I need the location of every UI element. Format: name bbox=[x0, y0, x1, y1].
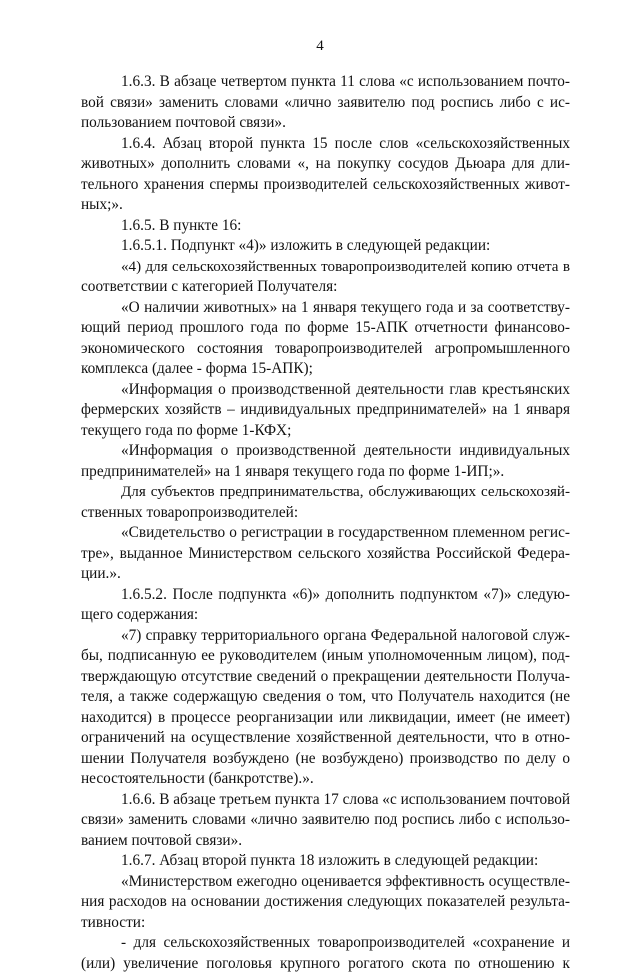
text-line: (или) увеличение поголовья крупного рогатого скота по отношению к bbox=[81, 954, 570, 974]
text-line: тре», выданное Министерством сельского хозяйства Российской Федера- bbox=[81, 544, 570, 565]
text-line: «Свидетельство о регистрации в государственном племенном регис- bbox=[81, 523, 570, 544]
text-line: щего содержания: bbox=[81, 605, 570, 626]
text-line: тивности: bbox=[81, 913, 570, 934]
text-line: 1.6.4. Абзац второй пункта 15 после слов «сельскохозяйственных bbox=[81, 134, 570, 155]
page-number: 4 bbox=[0, 38, 640, 55]
text-line: - для сельскохозяйственных товаропроизводителей «сохранение и bbox=[81, 933, 570, 954]
text-line: животных» дополнить словами «, на покупку сосудов Дьюара для дли- bbox=[81, 154, 570, 175]
text-line: ограничений на осуществление хозяйственной деятельности, что в отно- bbox=[81, 728, 570, 749]
text-line: «Информация о производственной деятельности глав крестьянских bbox=[81, 380, 570, 401]
text-line: ственных товаропроизводителей: bbox=[81, 503, 570, 524]
text-line: соответствии с категорией Получателя: bbox=[81, 277, 570, 298]
text-line: пользованием почтовой связи». bbox=[81, 113, 570, 134]
text-line: ванием почтовой связи». bbox=[81, 831, 570, 852]
text-line: ющий период прошлого года по форме 15-АПК отчетности финансово- bbox=[81, 318, 570, 339]
text-line: тверждающую отсутствие сведений о прекращении деятельности Получа- bbox=[81, 667, 570, 688]
text-line: ных;». bbox=[81, 195, 570, 216]
text-line: 1.6.7. Абзац второй пункта 18 изложить в следующей редакции: bbox=[81, 851, 570, 872]
text-line: 1.6.5.1. Подпункт «4)» изложить в следующей редакции: bbox=[81, 236, 570, 257]
text-line: 1.6.5. В пункте 16: bbox=[81, 216, 570, 237]
text-line: 1.6.3. В абзаце четвертом пункта 11 слова «с использованием почто- bbox=[81, 72, 570, 93]
text-line: «Информация о производственной деятельности индивидуальных bbox=[81, 441, 570, 462]
text-line: несостоятельности (банкротстве).». bbox=[81, 769, 570, 790]
document-body bbox=[81, 72, 570, 974]
text-line: шении Получателя возбуждено (не возбуждено) производство по делу о bbox=[81, 749, 570, 770]
text-line: тельного хранения спермы производителей сельскохозяйственных живот- bbox=[81, 175, 570, 196]
text-line: «4) для сельскохозяйственных товаропроизводителей копию отчета в bbox=[81, 257, 570, 278]
text-line: теля, а также содержащую сведения о том, что Получатель находится (не bbox=[81, 687, 570, 708]
text-line: «7) справку территориального органа Федеральной налоговой служ- bbox=[81, 626, 570, 647]
text-line: предпринимателей» на 1 января текущего года по форме 1-ИП;». bbox=[81, 462, 570, 483]
text-line: фермерских хозяйств – индивидуальных предпринимателей» на 1 января bbox=[81, 400, 570, 421]
text-line: 1.6.6. В абзаце третьем пункта 17 слова «с использованием почтовой bbox=[81, 790, 570, 811]
text-line: 1.6.5.2. После подпункта «6)» дополнить подпунктом «7)» следую- bbox=[81, 585, 570, 606]
text-line: комплекса (далее - форма 15-АПК); bbox=[81, 359, 570, 380]
text-line: бы, подписанную ее руководителем (иным уполномоченным лицом), под- bbox=[81, 646, 570, 667]
text-line: вой связи» заменить словами «лично заявителю под роспись либо с ис- bbox=[81, 93, 570, 114]
text-line: ции.». bbox=[81, 564, 570, 585]
text-line: «О наличии животных» на 1 января текущего года и за соответству- bbox=[81, 298, 570, 319]
text-line: Для субъектов предпринимательства, обслуживающих сельскохозяй- bbox=[81, 482, 570, 503]
text-line: ния расходов на основании достижения следующих показателей результа- bbox=[81, 892, 570, 913]
text-line: «Министерством ежегодно оценивается эффективность осуществле- bbox=[81, 872, 570, 893]
text-line: экономического состояния товаропроизводителей агропромышленного bbox=[81, 339, 570, 360]
text-line: связи» заменить словами «лично заявителю под роспись либо с использо- bbox=[81, 810, 570, 831]
text-line: находится) в процессе реорганизации или ликвидации, имеет (не имеет) bbox=[81, 708, 570, 729]
text-line: текущего года по форме 1-КФХ; bbox=[81, 421, 570, 442]
